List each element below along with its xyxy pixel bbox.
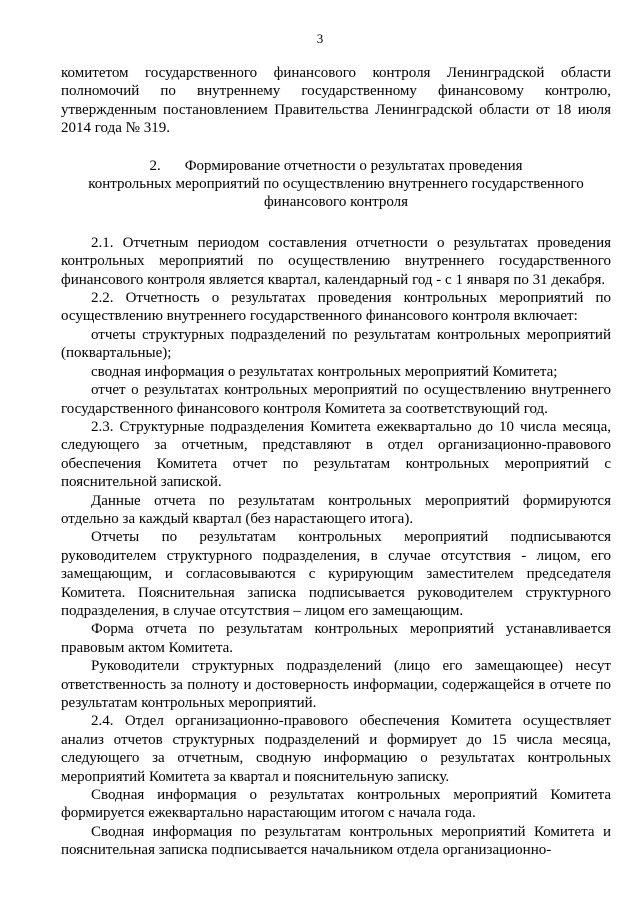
list-item-structural-reports: отчеты структурных подразделений по результатам контрольных мероприятий (поквартальные);: [61, 326, 611, 362]
paragraph-2-4: 2.4. Отдел организационно-правового обеспечения Комитета осуществляет анализ отчетов структурных подразделений и формирует до 15 числа месяца, следующего за отчетным, сводную информацию о результатах контрольных мероприятий Комитета за квартал и пояснительную записку.: [61, 713, 611, 785]
paragraph-2-1: 2.1. Отчетным периодом составления отчетности о результатах проведения контрольных мероприятий по осуществлению внутреннего государственного финансового контроля является квартал, календарный год - с 1 января по 31 декабря.: [61, 234, 611, 288]
paragraph-report-form: Форма отчета по результатам контрольных мероприятий устанавливается правовым актом Комитета.: [61, 621, 611, 656]
intro-paragraph: комитетом государственного финансового контроля Ленинградской области полномочий по внутреннему государственному финансовому контролю, утвержденным постановлением Правительства Ленинградской области от 18 июля 2014 года № 319.: [61, 65, 611, 137]
section-title-line-1: Формирование отчетности о результатах проведения: [184, 157, 523, 174]
section-number: 2.: [149, 157, 161, 174]
section-title-line-2: контрольных мероприятий по осуществлению внутреннего государственного: [88, 176, 584, 193]
section-heading: [61, 157, 611, 212]
list-item-summary-info: сводная информация о результатах контрольных мероприятий Комитета;: [91, 363, 558, 380]
page-number: 3: [316, 31, 324, 46]
paragraph-2-3: 2.3. Структурные подразделения Комитета ежеквартально до 10 числа месяца, следующего за отчетным, представляют в отдел организационно-правового обеспечения Комитета отчет по результатам контрольных мероприятий с пояснительной запиской.: [61, 418, 611, 491]
paragraph-responsibility: Руководители структурных подразделений (лицо его замещающее) несут ответственность за полноту и достоверность информации, содержащейся в отчете по результатам контрольных мероприятий.: [61, 658, 611, 711]
section-title-line-3: финансового контроля: [263, 194, 409, 211]
paragraph-report-data: Данные отчета по результатам контрольных мероприятий формируются отдельно за каждый квартал (без нарастающего итога).: [61, 492, 611, 527]
list-item-annual-report: отчет о результатах контрольных мероприятий по осуществлению внутреннего государственного финансового контроля Комитета за соответствующий год.: [61, 382, 611, 417]
paragraph-summary-cumulative: Сводная информация о результатах контрольных мероприятий Комитета формируется ежеквартально нарастающим итогом с начала года.: [61, 787, 611, 822]
paragraph-2-2: 2.2. Отчетность о результатах проведения контрольных мероприятий по осуществлению внутреннего государственного финансового контроля включает:: [61, 290, 611, 325]
document-body: [61, 64, 611, 860]
paragraph-summary-signing: Сводная информация по результатам контрольных мероприятий Комитета и пояснительная записка подписывается начальником отдела организационно-: [61, 823, 611, 859]
paragraph-report-signing: Отчеты по результатам контрольных мероприятий подписываются руководителем структурного подразделения, в случае отсутствия - лицом, его замещающим, и согласовываются с курирующим заместителем председателя Комитета. Пояснительная записка подписывается руководителем структурного подразделения, в случае отсутствия – лицом его замещающим.: [61, 529, 611, 619]
